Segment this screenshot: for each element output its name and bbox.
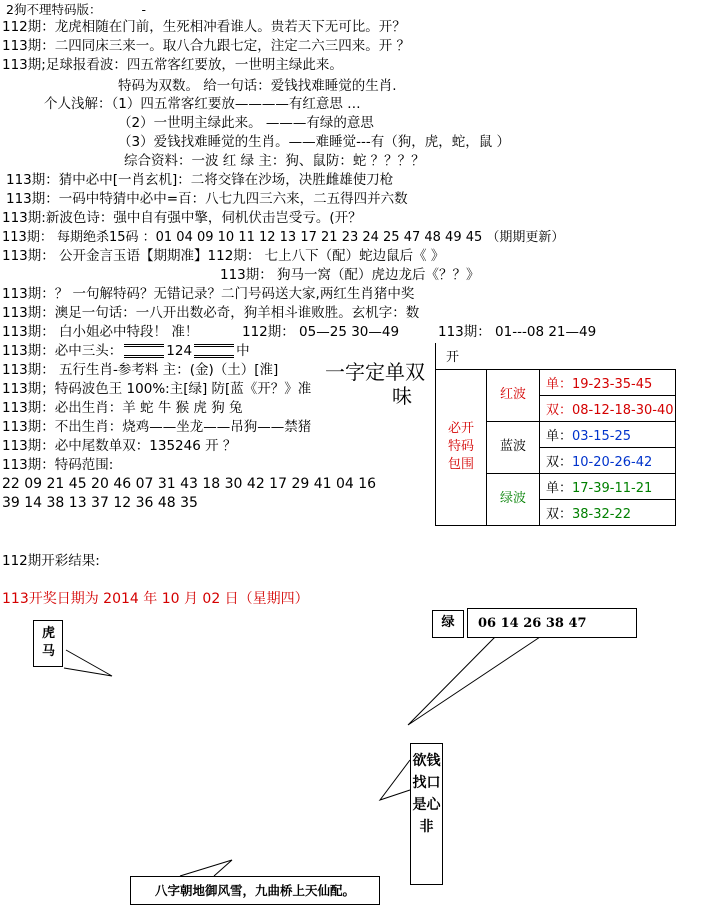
callout-pointer — [408, 637, 540, 725]
text-line: 113期： 每期绝杀15码 ：01 04 09 10 11 12 13 17 21 23 24 25 47 48 49 45 （期期更新） — [2, 230, 565, 245]
text-line: 113期： 白小姐必中特段！ 准！ — [2, 324, 199, 340]
text-line: 113期：必中尾数单双：135246 开 ？ — [2, 438, 237, 454]
result-label: 112期开彩结果: — [2, 553, 100, 569]
header-title: 2狗不理特码版： - — [6, 2, 146, 17]
text-line: 113期：澳足一句话：一八开出数必奇，狗羊相斗谁败胜。玄机字：数 — [2, 305, 420, 321]
text-line: 113期： 狗马一窝（配）虎边龙后《？？》 — [220, 267, 480, 283]
callout-pointer — [64, 650, 112, 676]
red-double: 双：08-12-18-30-40 — [540, 395, 676, 421]
text-line: 22 09 21 45 20 46 07 31 43 18 30 42 17 29 41 04 16 — [2, 476, 377, 492]
green-box: 绿 — [432, 610, 464, 638]
text-line: 113期:新波色诗：强中自有强中擎，伺机伏击岂受亏。(开？ — [2, 210, 362, 226]
callout-pointer — [180, 860, 232, 876]
numbers-box: 06 14 26 38 47 — [467, 608, 637, 638]
text-line: 113期： 公开金言玉语【期期准】112期： 七上八下（配）蛇边鼠后《 》 — [2, 248, 445, 264]
draw-date: 113开奖日期为 2014 年 10 月 02 日（星期四） — [2, 591, 309, 607]
text-line: 113期： 01---08 21—49 — [438, 324, 597, 340]
wave-red: 红波 — [487, 369, 540, 421]
blue-double: 双：10-20-26-42 — [540, 447, 676, 473]
text-line: 113期：二四同床三来一。取八合九跟七定，注定二六三四来。开 ？ — [2, 38, 411, 54]
text-line: 39 14 38 13 37 12 36 48 35 — [2, 495, 198, 511]
text-line: 113期;足球报看波：四五常客红要放，一世明主绿此来。 — [2, 57, 343, 73]
text-line: 特码为双数。 给一句话：爱钱找难睡觉的生肖. — [118, 78, 397, 94]
text-line: 113期： 五行生肖-参考料 主：(金)（土）[淮] — [2, 362, 279, 378]
callout-pointer — [380, 760, 410, 800]
text-line: 综合资料：一波 红 绿 主：狗、鼠防：蛇 ？？？？ — [124, 153, 425, 169]
green-single: 单：17-39-11-21 — [540, 473, 676, 499]
poem-box: 八字朝地御风雪，九曲桥上天仙配。 — [130, 876, 380, 905]
wave-blue: 蓝波 — [487, 421, 540, 473]
want-money-box: 欲钱找口是心非 — [410, 743, 443, 885]
text-line: 113期：不出生肖：烧鸡——坐龙——吊狗——禁猪 — [2, 419, 312, 435]
big-title: 一字定单双 — [325, 360, 425, 384]
text-line: 112期： 05—25 30—49 — [242, 324, 400, 340]
text-line: 113期：一码中特猜中必中=百：八七九四三六来，二五得四并六数 — [6, 191, 408, 207]
big-title-2: 味 — [392, 384, 412, 408]
blue-single: 单：03-15-25 — [540, 421, 676, 447]
text-line: 113期：必中三头： 124 中 — [2, 343, 250, 359]
text-line: 113期：特码范围: — [2, 457, 114, 473]
text-line: 个人浅解：（1）四五常客红要放————有红意思 … — [44, 96, 361, 112]
green-double: 双：38-32-22 — [540, 499, 676, 525]
text-line: 112期：龙虎相随在门前，生死相冲看谁人。贵若天下无可比。开？ — [2, 19, 406, 35]
wave-green: 绿波 — [487, 473, 540, 525]
table-header: 开 — [436, 343, 676, 369]
tiger-horse-box: 虎马 — [33, 620, 63, 667]
text-line: （2）一世明主绿此来。 ———有绿的意思 — [118, 115, 374, 131]
text-line: （3）爱钱找难睡觉的生肖。——难睡觉---有（狗，虎，蛇，鼠 ） — [118, 134, 510, 150]
text-line: 113期；特码波色王 100%:主[绿] 防[蓝《开？》准 — [2, 381, 312, 397]
side-label: 必开特码包围 — [436, 369, 487, 525]
text-line: 113期：必出生肖：羊 蛇 牛 猴 虎 狗 兔 — [2, 400, 243, 416]
text-line: 113期：猜中必中[一肖玄机]：二将交锋在沙场，决胜雌雄使刀枪 — [6, 172, 394, 188]
text-line: 113期：？ 一句解特码？无错记录？二门号码送大家,两红生肖猪中奖 — [2, 286, 415, 302]
red-single: 单：19-23-35-45 — [540, 369, 676, 395]
